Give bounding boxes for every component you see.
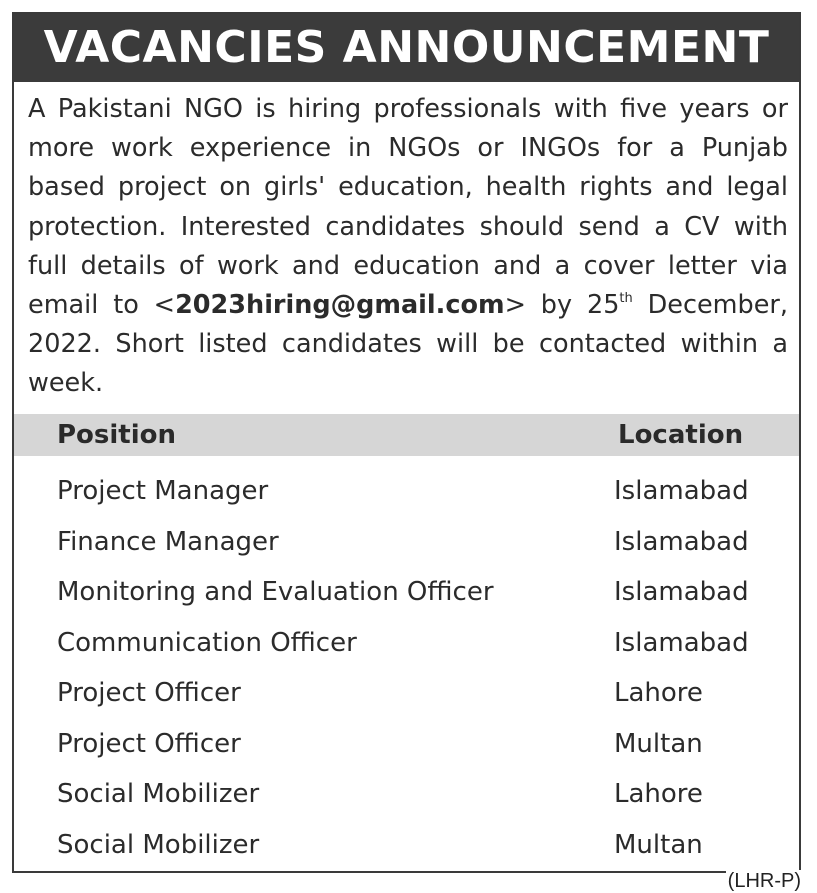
contact-email: 2023hiring@gmail.com bbox=[175, 290, 505, 321]
column-header-location: Location bbox=[618, 420, 744, 450]
vacancy-advertisement bbox=[12, 12, 801, 873]
position-cell: Finance Manager bbox=[57, 526, 279, 557]
intro-text-before-email: A Pakistani NGO is hiring professionals with five years or more work experience in NGOs or INGOs for a Punjab based project on girls' education, health rights and legal protection. Interested candidates should send a CV with full details of work and education and a cover letter via email to < bbox=[28, 94, 788, 321]
location-cell: Lahore bbox=[614, 779, 703, 809]
table-row bbox=[14, 572, 799, 623]
table-row bbox=[14, 673, 799, 724]
date-ordinal-suffix: th bbox=[619, 291, 633, 307]
announcement-body bbox=[28, 90, 788, 404]
position-cell: Monitoring and Evaluation Officer bbox=[57, 577, 494, 607]
table-row bbox=[14, 471, 799, 522]
position-cell: Social Mobilizer bbox=[57, 829, 260, 860]
location-cell: Islamabad bbox=[614, 526, 749, 557]
table-row bbox=[14, 774, 799, 825]
location-cell: Islamabad bbox=[614, 476, 749, 506]
positions-table-header bbox=[14, 414, 799, 456]
intro-text-after-email: > by 25 bbox=[504, 290, 620, 321]
location-cell: Multan bbox=[614, 829, 703, 860]
location-cell: Islamabad bbox=[614, 627, 749, 658]
table-row bbox=[14, 724, 799, 775]
intro-text-after-date: December, 2022. Short listed candidates will be contacted within a week. bbox=[28, 290, 788, 399]
position-cell: Project Officer bbox=[57, 728, 241, 759]
column-header-position: Position bbox=[57, 420, 177, 450]
location-cell: Islamabad bbox=[614, 577, 749, 607]
location-cell: Multan bbox=[614, 728, 703, 759]
publication-reference-code: (LHR-P) bbox=[727, 870, 801, 892]
position-cell: Project Officer bbox=[57, 678, 241, 708]
table-row bbox=[14, 623, 799, 674]
position-cell: Project Manager bbox=[57, 476, 269, 506]
table-row bbox=[14, 825, 799, 876]
positions-table-body bbox=[14, 471, 799, 875]
position-cell: Communication Officer bbox=[57, 627, 357, 658]
announcement-title: VACANCIES ANNOUNCEMENT bbox=[14, 14, 799, 82]
position-cell: Social Mobilizer bbox=[57, 779, 260, 809]
table-row bbox=[14, 522, 799, 573]
location-cell: Lahore bbox=[614, 678, 703, 708]
